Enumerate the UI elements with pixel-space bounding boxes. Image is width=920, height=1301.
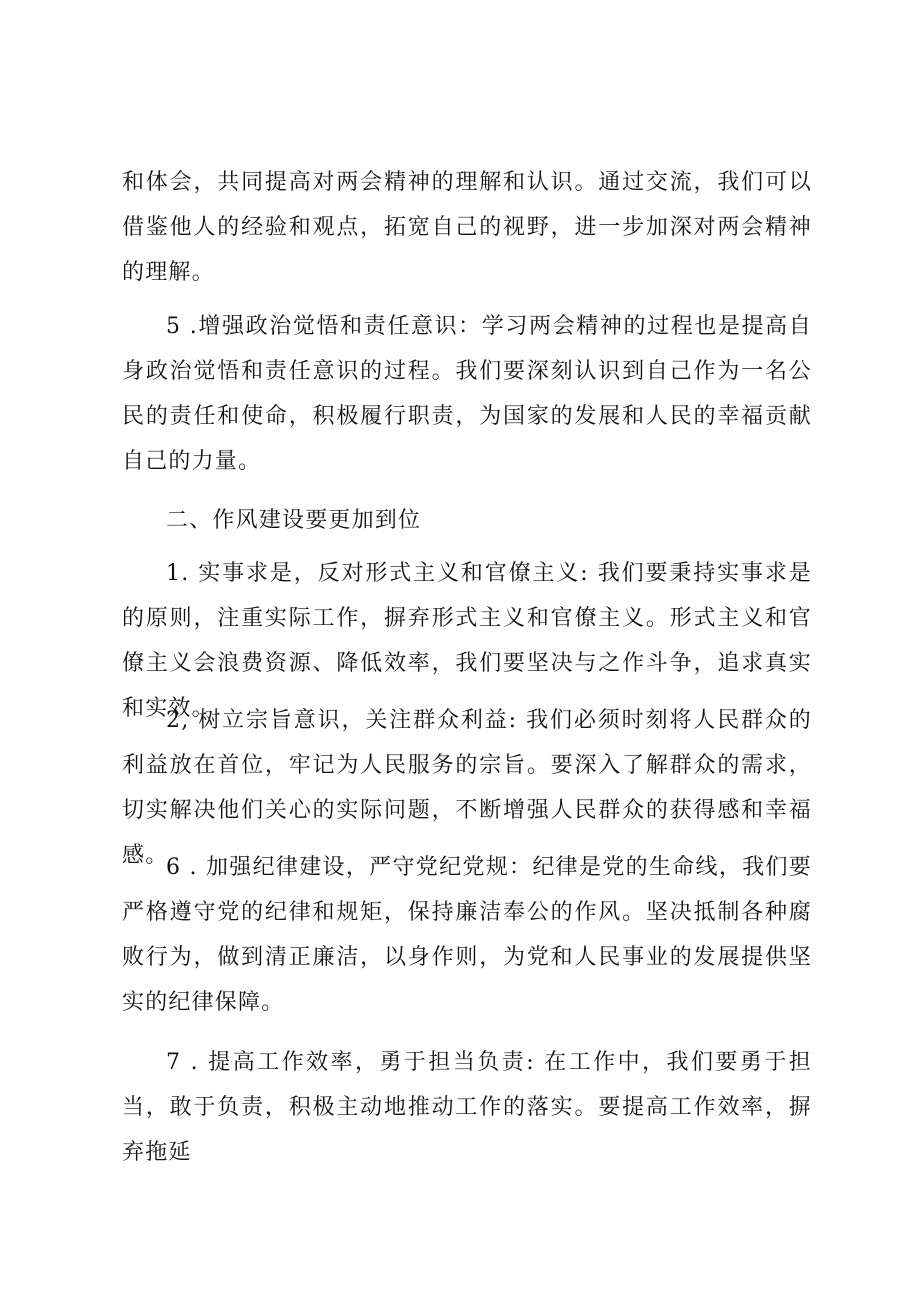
paragraph-item-2: 2, 树立宗旨意识，关注群众利益: 我们必须时刻将人民群众的利益放在首位，牢记为人民服务的宗旨。要深入了解群众的需求，切实解决他们关心的实际问题，不断增强人民群众的获得感和幸福感。 bbox=[122, 708, 812, 868]
paragraph-item-7: 7 . 提高工作效率，勇于担当负责: 在工作中，我们要勇于担当，敢于负责，积极主动地推动工作的落实。要提高工作效率，摒弃拖延 bbox=[122, 1050, 812, 1165]
paragraph-item-1: 1. 实事求是，反对形式主义和官僚主义: 我们要秉持实事求是的原则，注重实际工作，摒弃形式主义和官僚主义。形式主义和官僚主义会浪费资源、降低效率，我们要坚决与之作斗争，追求真实和实效。 bbox=[122, 561, 812, 721]
paragraph-item-6: 6 . 加强纪律建设，严守党纪党规：纪律是党的生命线，我们要严格遵守党的纪律和规矩，保持廉洁奉公的作风。坚决抵制各种腐败行为，做到清正廉洁，以身作则，为党和人民事业的发展提供坚实的纪律保障。 bbox=[122, 855, 812, 1015]
paragraph-item-5: 5 .增强政治觉悟和责任意识：学习两会精神的过程也是提高自身政治觉悟和责任意识的过程。我们要深刻认识到自己作为一名公民的责任和使命，积极履行职责，为国家的发展和人民的幸福贡献自己的力量。 bbox=[122, 314, 812, 474]
section-heading: 二、作风建设要更加到位 bbox=[166, 508, 422, 533]
paragraph-continuation: 和体会，共同提高对两会精神的理解和认识。通过交流，我们可以借鉴他人的经验和观点，拓宽自己的视野，进一步加深对两会精神的理解。 bbox=[122, 170, 812, 285]
